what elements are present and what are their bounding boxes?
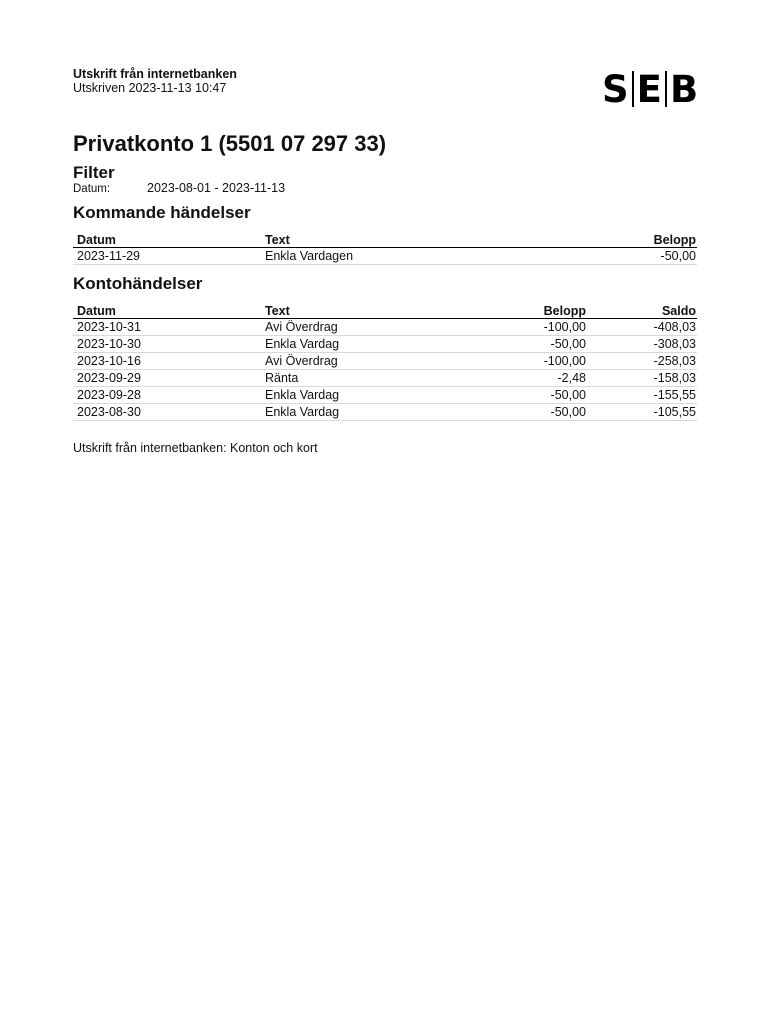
column-header-text: Text	[261, 232, 572, 248]
table-row	[73, 370, 697, 387]
print-header	[73, 67, 237, 95]
filter-heading: Filter	[73, 163, 115, 182]
seb-logo	[602, 67, 699, 111]
cell-text: Enkla Vardag	[261, 387, 462, 404]
column-header-belopp: Belopp	[462, 303, 587, 319]
cell-amount: -50,00	[462, 336, 587, 353]
cell-date: 2023-09-29	[73, 370, 261, 387]
logo-divider	[665, 71, 667, 107]
print-timestamp: Utskriven 2023-11-13 10:47	[73, 81, 227, 95]
logo-letter-s: S	[602, 67, 629, 111]
cell-date: 2023-10-16	[73, 353, 261, 370]
table-header-row	[73, 303, 697, 319]
cell-text: Avi Överdrag	[261, 353, 462, 370]
account-title: Privatkonto 1 (5501 07 297 33)	[73, 131, 387, 156]
transactions-heading: Kontohändelser	[73, 274, 203, 293]
cell-date: 2023-08-30	[73, 404, 261, 421]
cell-amount: -100,00	[462, 319, 587, 336]
logo-letter-b: B	[669, 67, 699, 111]
cell-balance: -408,03	[587, 319, 697, 336]
cell-date: 2023-11-29	[73, 248, 261, 265]
cell-balance: -105,55	[587, 404, 697, 421]
cell-balance: -158,03	[587, 370, 697, 387]
cell-amount: -50,00	[462, 404, 587, 421]
filter-date-row	[73, 181, 285, 195]
cell-date: 2023-10-30	[73, 336, 261, 353]
cell-balance: -155,55	[587, 387, 697, 404]
cell-text: Ränta	[261, 370, 462, 387]
cell-amount: -50,00	[462, 387, 587, 404]
cell-amount: -50,00	[572, 248, 697, 265]
cell-amount: -100,00	[462, 353, 587, 370]
table-row	[73, 336, 697, 353]
cell-text: Enkla Vardagen	[261, 248, 572, 265]
cell-text: Enkla Vardag	[261, 404, 462, 421]
upcoming-table	[73, 232, 697, 265]
footer-text: Utskrift från internetbanken: Konton och kort	[73, 441, 318, 455]
logo-divider	[632, 71, 634, 107]
table-row	[73, 319, 697, 336]
cell-date: 2023-09-28	[73, 387, 261, 404]
column-header-belopp: Belopp	[572, 232, 697, 248]
table-header-row	[73, 232, 697, 248]
column-header-datum: Datum	[73, 232, 261, 248]
cell-text: Avi Överdrag	[261, 319, 462, 336]
logo-letter-e: E	[636, 67, 662, 111]
cell-amount: -2,48	[462, 370, 587, 387]
table-row	[73, 387, 697, 404]
column-header-text: Text	[261, 303, 462, 319]
cell-text: Enkla Vardag	[261, 336, 462, 353]
column-header-saldo: Saldo	[587, 303, 697, 319]
transactions-table	[73, 303, 697, 421]
cell-balance: -308,03	[587, 336, 697, 353]
table-row	[73, 353, 697, 370]
cell-balance: -258,03	[587, 353, 697, 370]
print-title: Utskrift från internetbanken	[73, 67, 237, 81]
table-row	[73, 404, 697, 421]
table-row	[73, 248, 697, 265]
upcoming-heading: Kommande händelser	[73, 203, 251, 222]
filter-date-label: Datum:	[73, 183, 111, 195]
cell-date: 2023-10-31	[73, 319, 261, 336]
filter-date-value: 2023-08-01 - 2023-11-13	[147, 181, 286, 195]
column-header-datum: Datum	[73, 303, 261, 319]
